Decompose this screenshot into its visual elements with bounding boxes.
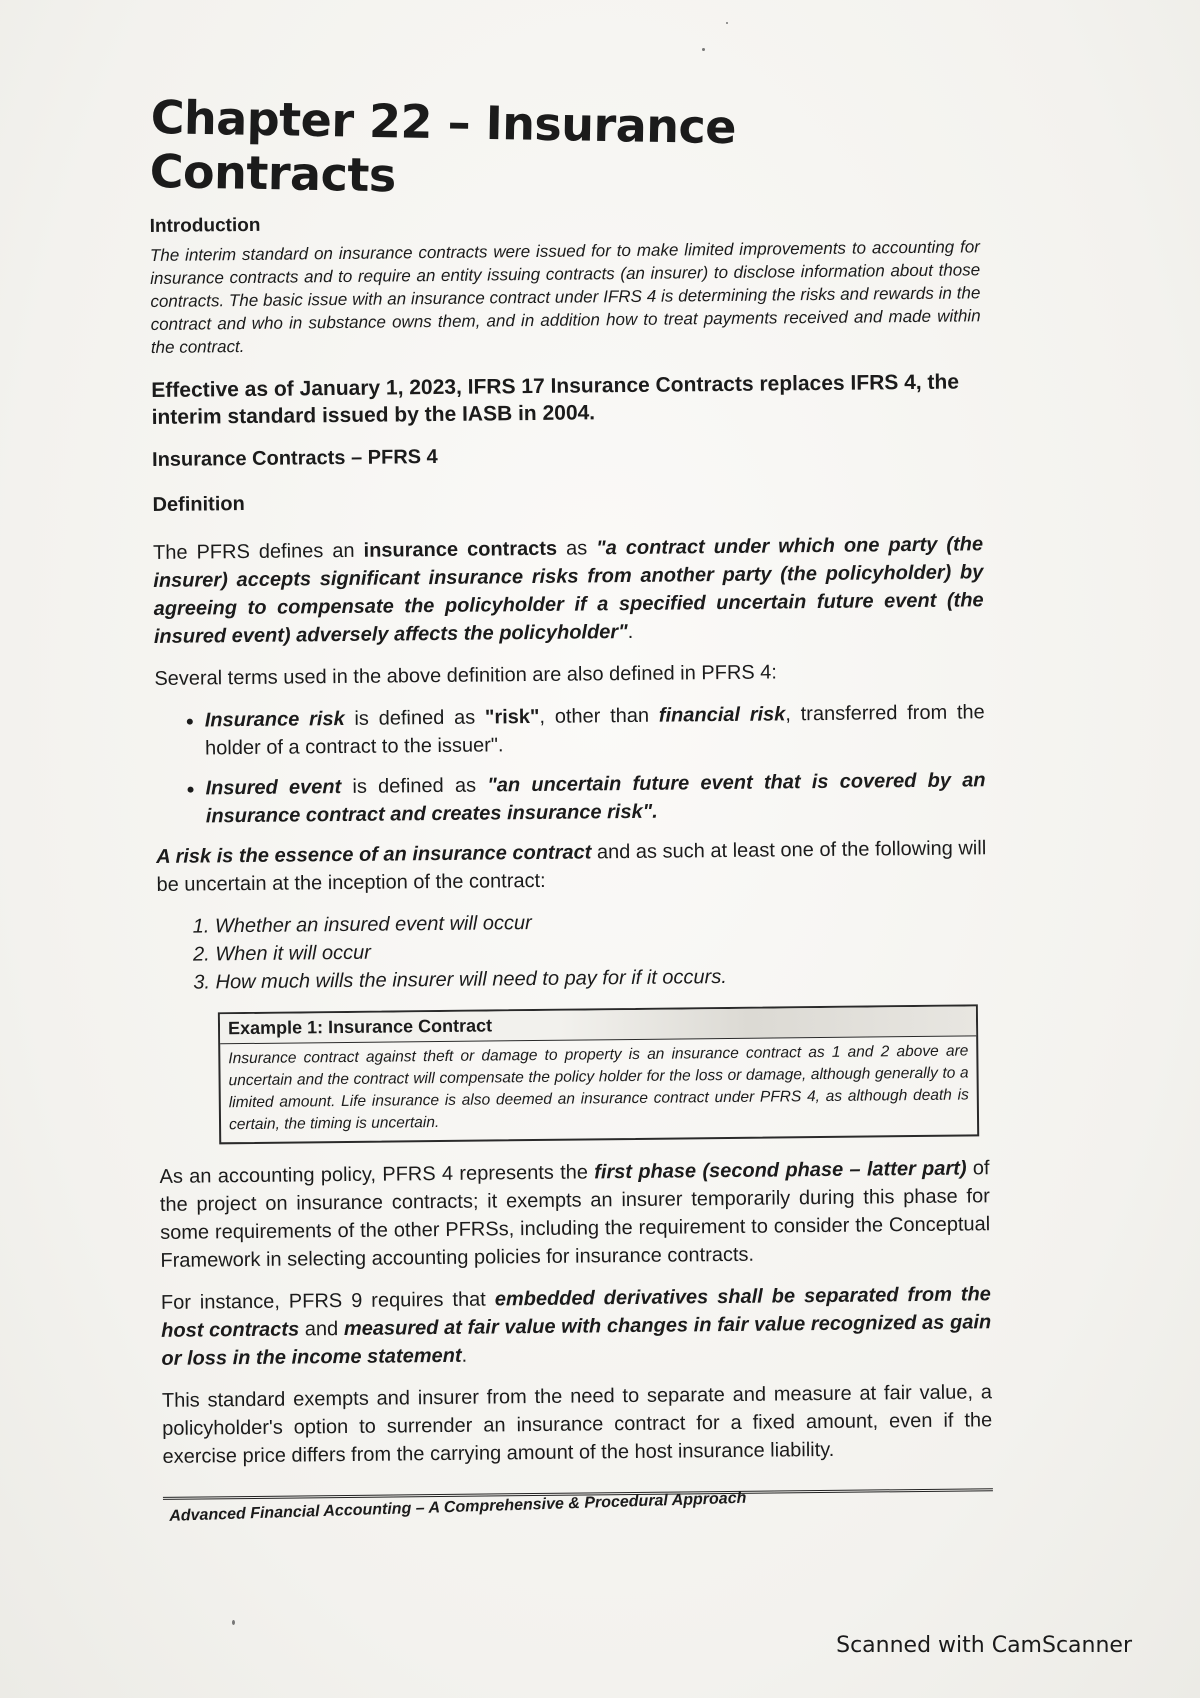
definition-term: insurance contracts	[363, 537, 558, 562]
term-rest-a: , other than	[539, 704, 659, 728]
list-item: 1. Whether an insured event will occur	[215, 904, 987, 940]
instance-text-a: For instance, PFRS 9 requires that	[160, 1288, 495, 1314]
term-name: Insurance risk	[204, 707, 345, 732]
scan-speck	[726, 22, 728, 24]
policy-text-c: of the project on insurance contracts; it exempts an insurer temporarily during this phase for some requirements of the other PFRSs, including the requirement to consider the Conceptual Framework in selecting accounting policies for insurance contracts.	[159, 1157, 991, 1272]
definition-paragraph	[153, 530, 984, 651]
instance-text-c: and	[299, 1318, 345, 1341]
list-item: 2. When it will occur	[215, 932, 987, 968]
definition-quote: "a contract under which one party (the insurer) accepts significant insurance risks from another party (the policyholder) by agreeing to compensate the policyholder if a specified uncertain future event (the insured event) adversely affects the policyholder"	[153, 533, 984, 648]
term-quote: "risk"	[484, 705, 540, 729]
introduction-text: The interim standard on insurance contracts were issued for to make limited improvements to accounting for insurance contracts and to require an entity issuing contracts (an insurer) to disclose information about those contracts. The basic issue with an insurance contract under IFRS 4 is determining the risks and rewards in the contract and who in substance owns them, and in addition how to treat payments received and made within the contract.	[149, 237, 981, 357]
policy-paragraph	[159, 1154, 990, 1275]
definition-text-c: as	[556, 537, 597, 560]
book-footer: Advanced Financial Accounting – A Comprehensive & Procedural Approach	[169, 1489, 747, 1525]
risk-emphasis: A risk is the essence of an insurance contract	[156, 841, 592, 868]
term-mid: is defined as	[344, 706, 486, 730]
introduction-heading: Introduction	[149, 214, 261, 237]
instance-paragraph	[161, 1280, 992, 1373]
example-body: Insurance contract against theft or damage to property is an insurance contract as 1 and 2 above are uncertain and the contract will compensate the policy holder for the loss or damage, although generally to a limited amount. Life insurance is also deemed an insurance contract under PFRS 4, as although death is certain, the timing is uncertain.	[228, 1042, 969, 1134]
term-mid: is defined as	[341, 774, 488, 799]
scan-speck	[232, 1620, 235, 1625]
chapter-title: Chapter 22 – Insurance Contracts	[149, 90, 737, 203]
scan-speck	[702, 48, 705, 51]
terms-list	[155, 698, 986, 831]
definition-text-e: .	[627, 620, 634, 644]
term-rest-b: financial risk	[658, 703, 786, 727]
term-rest-c: , transferred from the holder of a contract to the issuer".	[204, 701, 985, 760]
instance-text-e: .	[461, 1344, 468, 1367]
list-item: 3. How much wills the insurer will need to pay for if it occurs.	[215, 960, 987, 996]
scanner-watermark: Scanned with CamScanner	[836, 1633, 1132, 1658]
uncertainty-list	[157, 904, 988, 997]
risk-paragraph	[156, 834, 987, 899]
effective-note: Effective as of January 1, 2023, IFRS 17 Insurance Contracts replaces IFRS 4, the interim standard issued by the IASB in 2004.	[151, 370, 960, 429]
policy-emphasis: first phase (second phase – latter part)	[594, 1157, 967, 1184]
term-name: Insured event	[205, 776, 342, 800]
terms-intro: Several terms used in the above definition are also defined in PFRS 4:	[154, 661, 778, 690]
example-title: Example 1: Insurance Contract	[220, 1006, 976, 1044]
term-quote: "an uncertain future event that is covered by an insurance contract and creates insurance risk".	[205, 769, 986, 828]
section-heading: Insurance Contracts – PFRS 4	[151, 445, 438, 471]
definition-text-a: The PFRS defines an	[152, 539, 364, 564]
exempt-paragraph: This standard exempts and insurer from the need to separate and measure at fair value, a policyholder's option to surrender an insurance contract for a fixed amount, even if the exercise price differs from the carrying amount of the host insurance liability.	[161, 1381, 993, 1468]
risk-text: and as such at least one of the following will be uncertain at the inception of the contract:	[156, 837, 987, 896]
instance-emphasis-1: embedded derivatives shall be separated from the host contracts	[161, 1283, 991, 1342]
list-item	[205, 766, 986, 830]
list-item	[205, 698, 986, 762]
policy-text-a: As an accounting policy, PFRS 4 represents the	[159, 1161, 595, 1188]
instance-emphasis-2: measured at fair value with changes in fair value recognized as gain or loss in the income statement	[161, 1311, 992, 1370]
page-content	[148, 61, 993, 1526]
example-box	[218, 1004, 979, 1144]
definition-heading: Definition	[152, 493, 245, 516]
